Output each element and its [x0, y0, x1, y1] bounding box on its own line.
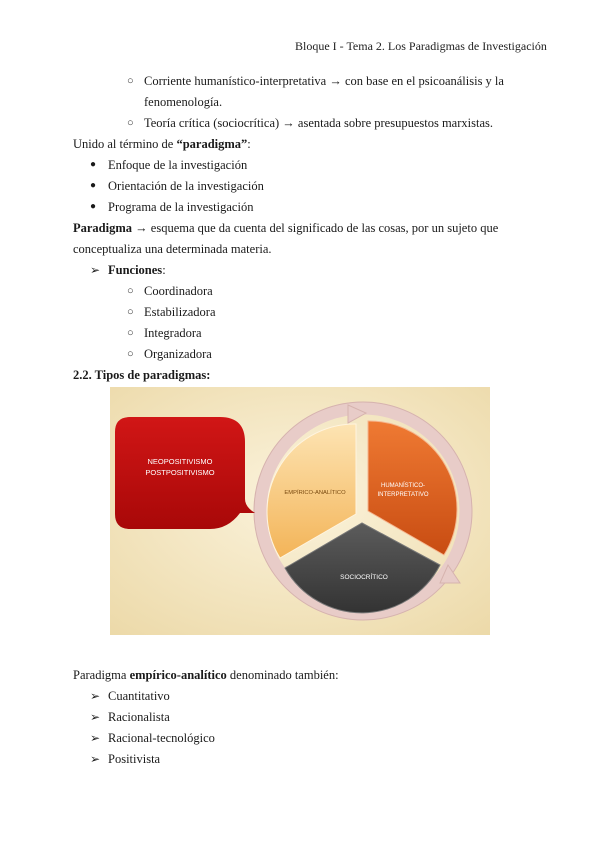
empirico-prefix: Paradigma — [73, 668, 130, 682]
sublist-item-continued: fenomenología. — [144, 95, 223, 109]
definition-text-continued: conceptualiza una determinada materia. — [73, 242, 272, 256]
bubble-text-line2: POSTPOSITIVISMO — [145, 468, 215, 477]
dot-bullet-icon: ● — [90, 159, 97, 170]
empirico-item: Racional-tecnológico — [108, 731, 215, 745]
label-empirico: EMPÍRICO-ANALÍTICO — [284, 490, 346, 496]
paradigms-diagram — [110, 387, 490, 635]
funciones-suffix: : — [162, 263, 166, 277]
list-item: Enfoque de la investigación — [108, 158, 248, 172]
arrow-bullet-icon: ➢ — [90, 710, 101, 724]
label-humanistico-2: INTERPRETATIVO — [377, 492, 429, 498]
funcion-item: Estabilizadora — [144, 305, 216, 319]
bubble-text-line1: NEOPOSITIVISMO — [147, 457, 213, 466]
funcion-item: Organizadora — [144, 347, 212, 361]
circle-bullet-icon: ○ — [127, 75, 134, 87]
empirico-suffix: denominado también: — [226, 668, 339, 682]
arrow-bullet-icon: ➢ — [90, 689, 101, 703]
section-heading: 2.2. Tipos de paradigmas: — [73, 368, 211, 382]
definition-text: → esquema que da cuenta del significado de las cosas, por un sujeto que — [132, 221, 499, 235]
circle-bullet-icon: ○ — [127, 117, 134, 129]
sublist-item: Corriente humanístico-interpretativa → con base en el psicoanálisis y la — [144, 74, 504, 88]
empirico-line — [73, 666, 339, 684]
empirico-item: Positivista — [108, 752, 161, 766]
arrow-bullet-icon: ➢ — [90, 731, 101, 745]
circle-bullet-icon: ○ — [127, 306, 134, 318]
circle-bullet-icon: ○ — [127, 348, 134, 360]
funcion-item: Coordinadora — [144, 284, 213, 298]
funciones-label: Funciones — [108, 263, 163, 277]
label-sociocritico: SOCIOCRÍTICO — [340, 574, 388, 581]
empirico-term: empírico-analítico — [129, 668, 227, 682]
dot-bullet-icon: ● — [90, 180, 97, 191]
definition-term: Paradigma — [73, 221, 133, 235]
paradigma-term-prefix: Unido al término de — [73, 137, 177, 151]
list-item: Programa de la investigación — [108, 200, 254, 214]
empirico-item: Cuantitativo — [108, 689, 170, 703]
paradigma-term-line — [73, 135, 251, 153]
empirico-item: Racionalista — [108, 710, 170, 724]
arrow-bullet-icon: ➢ — [90, 263, 101, 277]
paradigms-diagram-svg — [110, 387, 490, 635]
paradigma-term-bold: “paradigma” — [176, 137, 248, 151]
circle-bullet-icon: ○ — [127, 285, 134, 297]
funciones-heading — [108, 261, 166, 279]
page-header: Bloque I - Tema 2. Los Paradigmas de Investigación — [295, 39, 547, 53]
funcion-item: Integradora — [144, 326, 202, 340]
arrow-bullet-icon: ➢ — [90, 752, 101, 766]
dot-bullet-icon: ● — [90, 201, 97, 212]
definition-line — [73, 219, 498, 237]
paradigma-term-suffix: : — [247, 137, 251, 151]
sublist-item: Teoría crítica (sociocrítica) → asentada sobre presupuestos marxistas. — [144, 116, 493, 130]
label-humanistico-1: HUMANÍSTICO- — [381, 483, 425, 489]
list-item: Orientación de la investigación — [108, 179, 264, 193]
circle-bullet-icon: ○ — [127, 327, 134, 339]
